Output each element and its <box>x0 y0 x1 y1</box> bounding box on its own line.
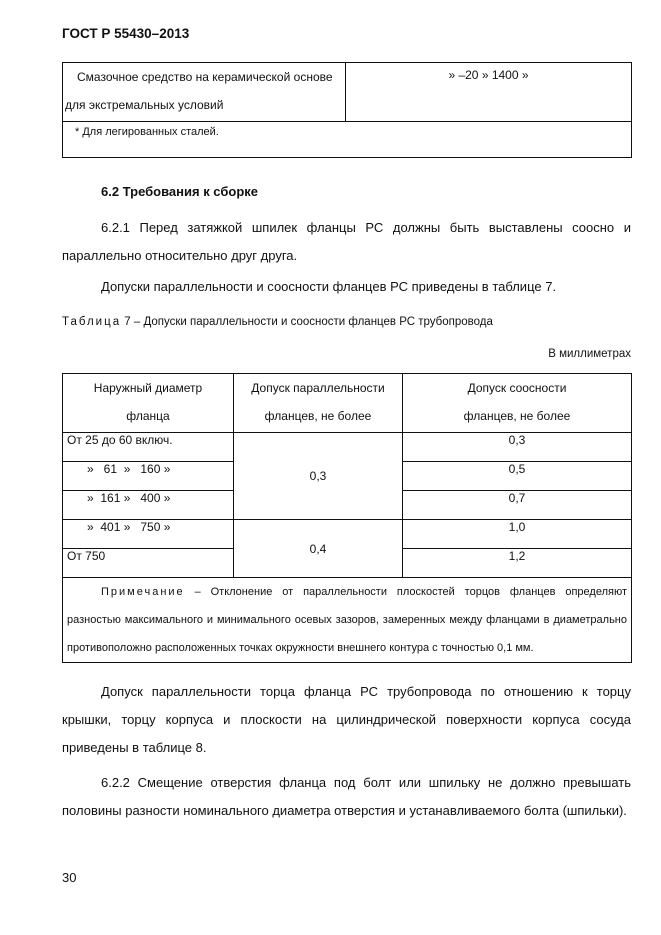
table-note <box>63 578 632 663</box>
coaxial-cell: 0,7 <box>403 491 632 520</box>
header-diameter <box>63 374 234 433</box>
diameter-cell: » 401 » 750 » <box>63 520 234 549</box>
table-row <box>63 433 632 462</box>
parallel-cell: 0,4 <box>234 520 403 578</box>
header-line: Допуск соосности <box>467 381 567 395</box>
paragraph-tolerances: Допуски параллельности и соосности фланцев РС приведены в таблице 7. <box>101 279 557 294</box>
lubricant-name-line2: для экстремальных условий <box>65 98 224 112</box>
diameter-cell: От 25 до 60 включ. <box>63 433 234 462</box>
note-label: Примечание <box>101 586 185 598</box>
header-line: фланца <box>126 409 170 423</box>
header-line: Допуск параллельности <box>251 381 385 395</box>
table-caption <box>62 316 493 328</box>
header-coaxial <box>403 374 632 433</box>
paragraph-6-2-1: 6.2.1 Перед затяжкой шпилек фланцы РС должны быть выставлены соосно и параллельно относительно друг друга. <box>62 220 631 263</box>
paragraph-6-2-2: 6.2.2 Смещение отверстия фланца под болт или шпильку не должно превышать половины разности номинального диаметра отверстия и устанавливаемого болта (шпильки). <box>62 775 631 818</box>
diameter-cell: » 61 » 160 » <box>63 462 234 491</box>
temperature-range-cell: » –20 » 1400 » <box>346 63 632 122</box>
lubricant-name-line1: Смазочное средство на керамической основе <box>77 70 333 84</box>
note-text: – Отклонение от параллельности плоскостей торцов фланцев определяют разностью максимального и минимального осевых зазоров, замеренных между фланцами в диаметрально противоположно расположенных точках окружности внешнего контура с точностью 0,1 мм. <box>67 586 627 654</box>
table-footnote: * Для легированных сталей. <box>63 122 632 158</box>
diameter-cell: От 750 <box>63 549 234 578</box>
document-header: ГОСТ Р 55430–2013 <box>62 26 190 41</box>
diameter-cell: » 161 » 400 » <box>63 491 234 520</box>
page-number: 30 <box>62 870 77 885</box>
table-caption-text: 7 – Допуски параллельности и соосности фланцев РС трубопровода <box>121 316 493 328</box>
coaxial-cell: 1,0 <box>403 520 632 549</box>
coaxial-cell: 0,3 <box>403 433 632 462</box>
header-line: фланцев, не более <box>463 409 571 423</box>
header-parallel <box>234 374 403 433</box>
header-line: Наружный диаметр <box>93 381 203 395</box>
header-line: фланцев, не более <box>264 409 372 423</box>
coaxial-cell: 0,5 <box>403 462 632 491</box>
parallel-cell: 0,3 <box>234 433 403 520</box>
table-7 <box>62 373 632 663</box>
lubricant-table-continuation <box>62 62 632 158</box>
table-header-row <box>63 374 632 433</box>
section-title: 6.2 Требования к сборке <box>101 184 259 199</box>
coaxial-cell: 1,2 <box>403 549 632 578</box>
table-note-row <box>63 578 632 663</box>
table-units: В миллиметрах <box>548 348 631 360</box>
table-caption-label: Таблица <box>62 316 122 328</box>
table-row <box>63 520 632 549</box>
paragraph-table-8: Допуск параллельности торца фланца РС трубопровода по отношению к торцу крышки, торцу корпуса и плоскости на цилиндрической поверхности корпуса сосуда приведены в таблице 8. <box>62 684 631 755</box>
table-cell <box>63 63 346 122</box>
